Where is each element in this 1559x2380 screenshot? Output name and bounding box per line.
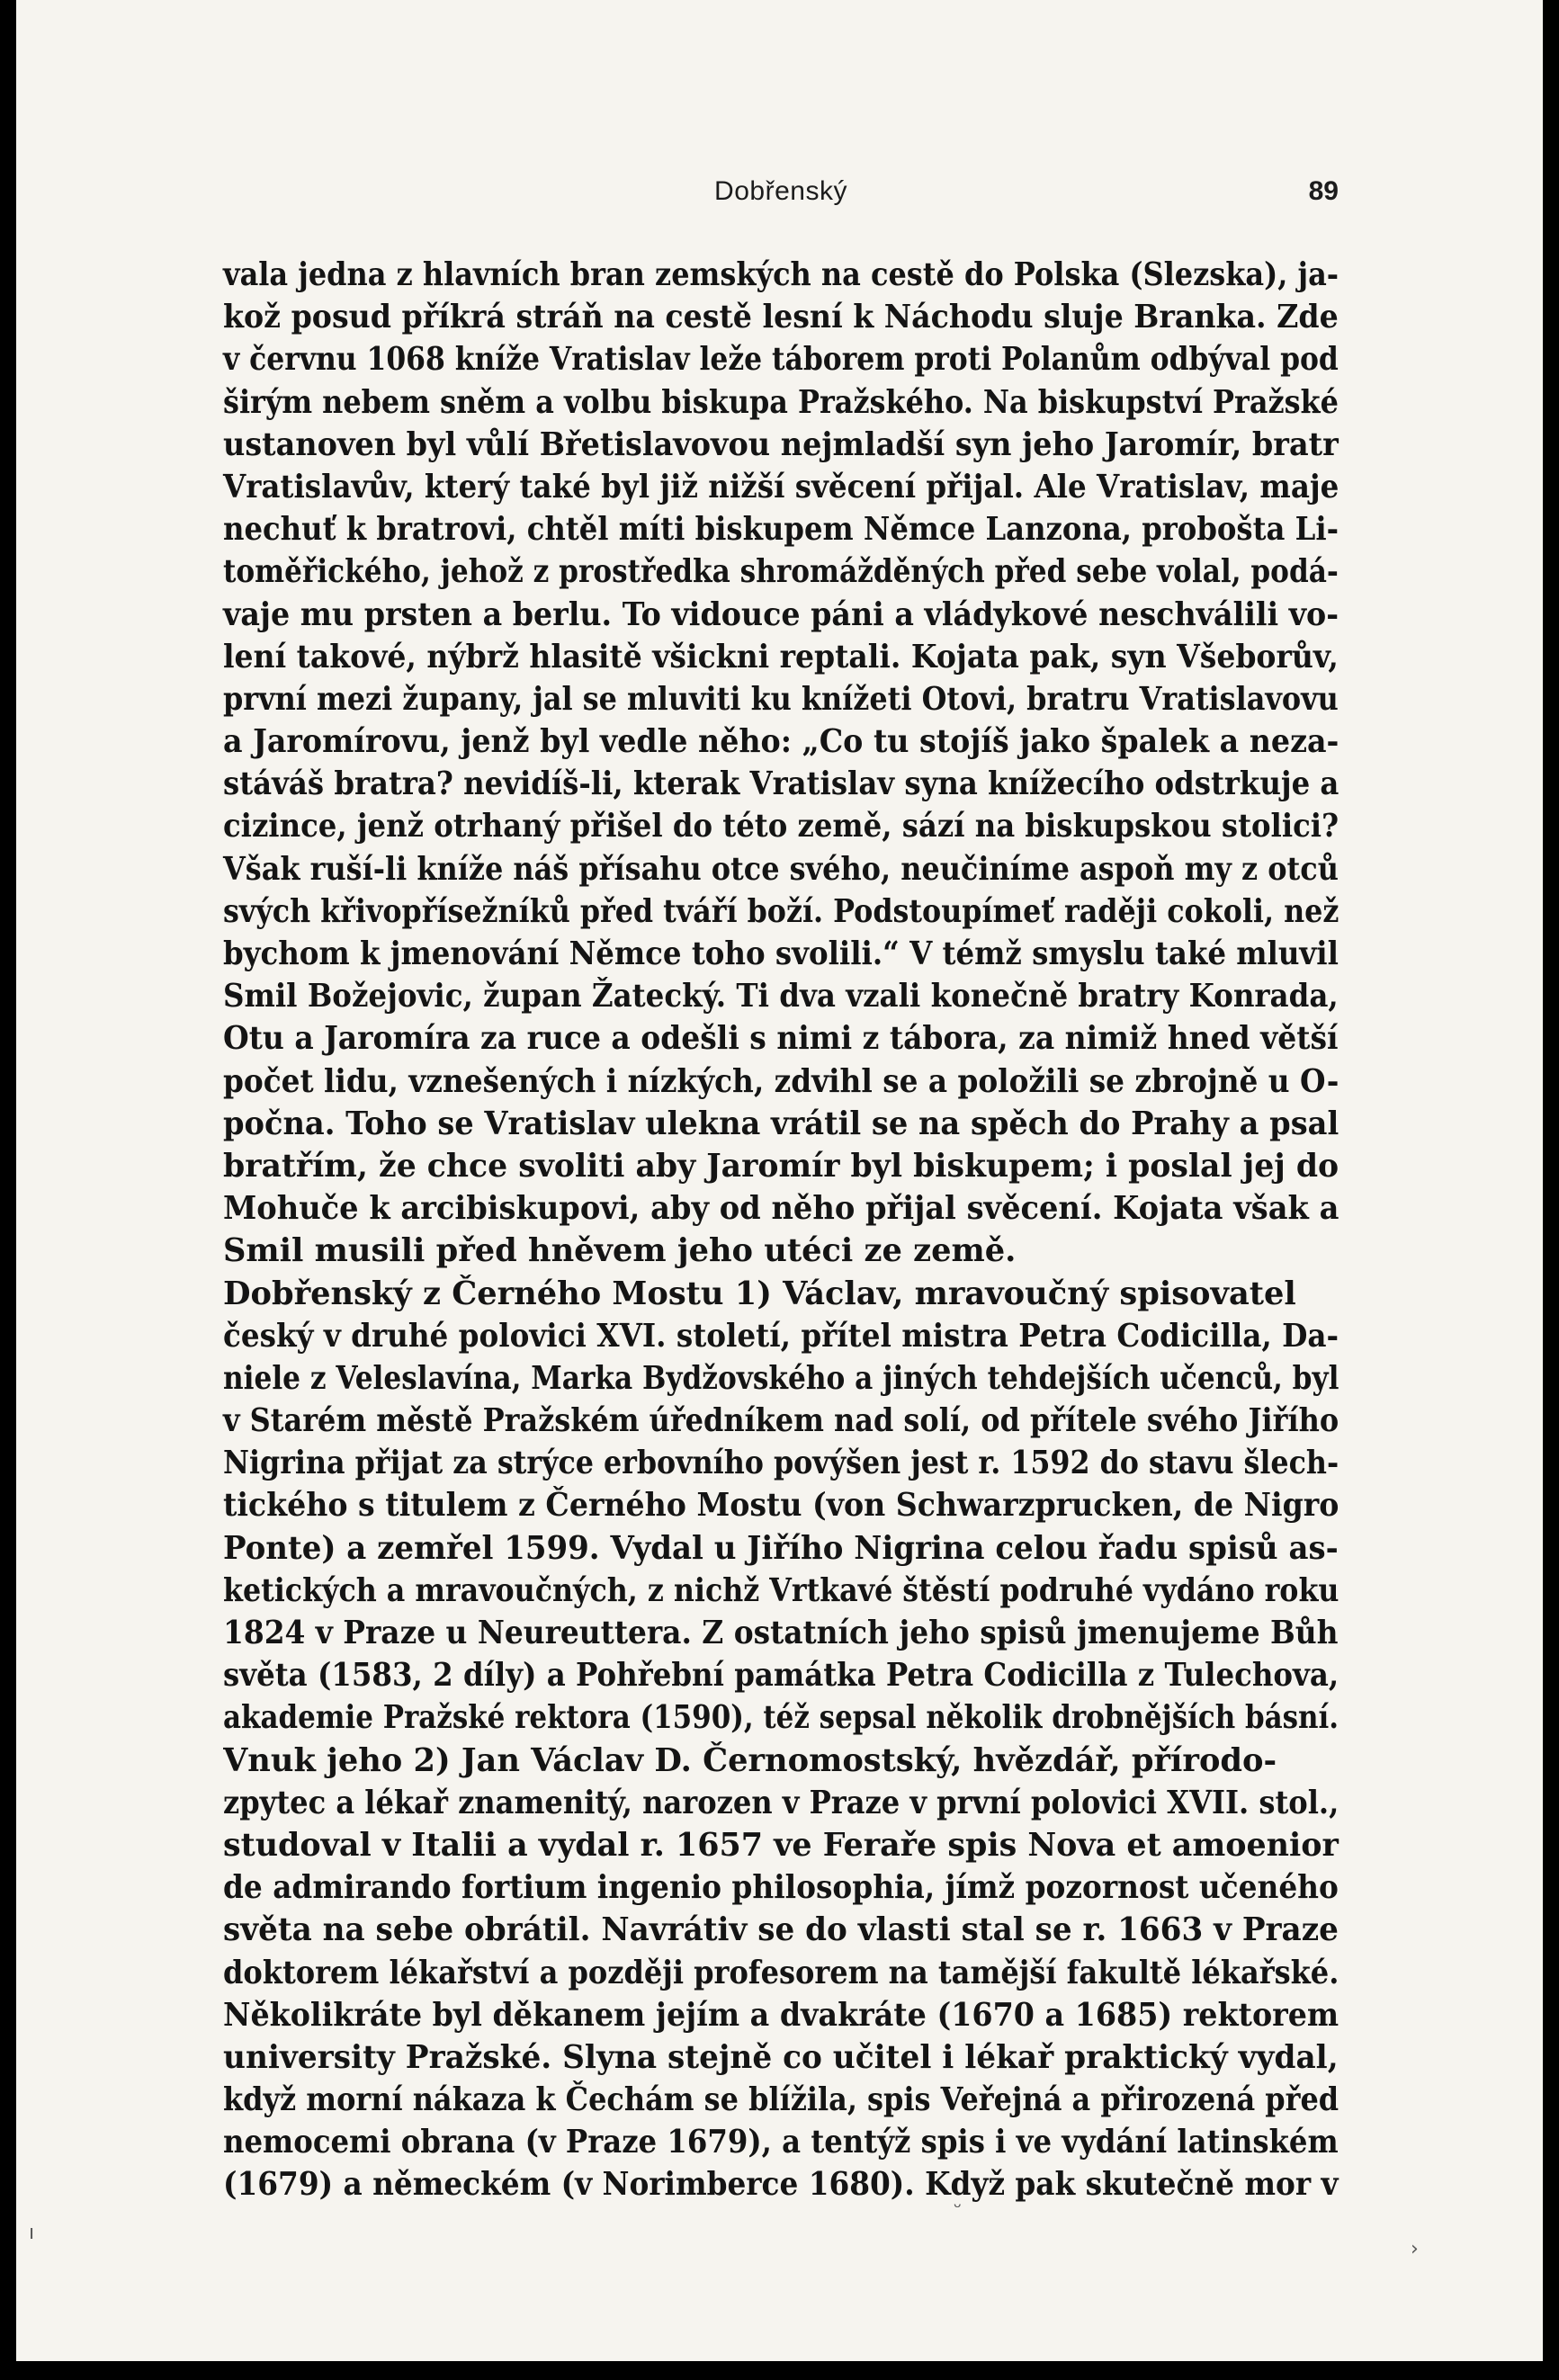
text-line: stáváš bratra? nevidíš-li, kterak Vratislav syna knížecího odstrkuje a <box>223 765 1339 803</box>
text-line: ustanoven byl vůlí Břetislavovou nejmladší syn jeho Jaromír, bratr <box>223 425 1339 463</box>
text-line: Mohuče k arcibiskupovi, aby od něho přijal svěcení. Kojata však a <box>223 1190 1339 1228</box>
text-line: když morní nákaza k Čechám se blížila, spis Veřejná a přirozená před <box>223 2081 1339 2119</box>
page-number: 89 <box>1308 176 1339 206</box>
body-text <box>223 254 1339 2206</box>
text-line: v červnu 1068 kníže Vratislav leže táborem proti Polanům odbýval pod <box>223 341 1339 379</box>
stray-mark: ı <box>29 2222 35 2244</box>
text-line: nechuť k bratrovi, chtěl míti biskupem Němce Lanzona, probošta Li- <box>223 511 1339 549</box>
text-line: Vratislavův, který také byl již nižší svěcení přijal. Ale Vratislav, maje <box>223 468 1339 506</box>
text-line: počna. Toho se Vratislav ulekna vrátil se na spěch do Prahy a psal <box>223 1105 1339 1142</box>
text-line: Smil Božejovic, župan Žatecký. Ti dva vzali konečně bratry Konrada, <box>223 978 1339 1016</box>
text-line: Smil musili před hněvem jeho utéci ze země. <box>223 1232 1017 1270</box>
text-line: Vnuk jeho 2) Jan Václav D. Černomostský, hvězdář, přírodo- <box>223 1741 1277 1779</box>
text-line: de admirando fortium ingenio philosophia, jímž pozornost učeného <box>223 1869 1339 1907</box>
text-line: kož posud příkrá stráň na cestě lesní k Náchodu sluje Branka. Zde <box>223 299 1339 336</box>
text-line: a Jaromírovu, jenž byl vedle něho: „Co tu stojíš jako špalek a neza- <box>223 723 1339 761</box>
text-line: počet lidu, vznešených i nízkých, zdvihl se a položili se zbrojně u O- <box>223 1062 1339 1100</box>
text-line: Ponte) a zemřel 1599. Vydal u Jiřího Nigrina celou řadu spisů as- <box>223 1529 1339 1567</box>
running-head: Dobřenský <box>714 176 847 206</box>
text-line: tického s titulem z Černého Mostu (von Schwarzprucken, de Nigro <box>223 1487 1339 1525</box>
text-line: niele z Veleslavína, Marka Bydžovského a jiných tehdejších učenců, byl <box>223 1359 1339 1397</box>
text-line: zpytec a lékař znamenitý, narozen v Praze v první polovici XVII. stol., <box>223 1784 1339 1821</box>
page-header <box>223 176 1339 216</box>
text-line: doktorem lékařství a později profesorem na tamější fakultě lékařské. <box>223 1954 1339 1991</box>
text-line: vala jedna z hlavních bran zemských na cestě do Polska (Slezska), ja- <box>223 256 1339 293</box>
text-line: Nigrina přijat za strýce erbovního povýšen jest r. 1592 do stavu šlech- <box>223 1445 1339 1482</box>
text-line: university Pražské. Slyna stejně co učitel i lékař praktický vydal, <box>223 2038 1339 2076</box>
text-line: vaje mu prsten a berlu. To vidouce páni a vládykové neschválili vo- <box>223 595 1339 633</box>
stray-mark: ᵕ <box>954 2197 963 2219</box>
text-line: bratřím, že chce svoliti aby Jaromír byl biskupem; i poslal jej do <box>223 1147 1339 1185</box>
text-line: cizince, jenž otrhaný přišel do této země, sází na biskupskou stolici? <box>223 808 1339 846</box>
text-line: širým nebem sněm a volbu biskupa Pražského. Na biskupství Pražské <box>223 383 1339 421</box>
text-line: lení takové, nýbrž hlasitě všickni reptali. Kojata pak, syn Všeborův, <box>223 638 1339 676</box>
stray-mark: › <box>1411 2238 1419 2260</box>
text-line: světa na sebe obrátil. Navrátiv se do vlasti stal se r. 1663 v Praze <box>223 1911 1339 1949</box>
text-line: akademie Pražské rektora (1590), též sepsal několik drobnějších básní. <box>223 1699 1339 1737</box>
text-line: (1679) a německém (v Norimberce 1680). Když pak skutečně mor v <box>223 2166 1339 2204</box>
text-line: Několikráte byl děkanem jejím a dvakráte (1670 a 1685) rektorem <box>223 1996 1339 2034</box>
text-line: 1824 v Praze u Neureuttera. Z ostatních jeho spisů jmenujeme Bůh <box>223 1615 1339 1651</box>
text-line: studoval v Italii a vydal r. 1657 ve Feraře spis Nova et amoenior <box>223 1826 1339 1864</box>
text-line: svých křivopřísežníků před tváří boží. Podstoupímeť raději cokoli, než <box>223 892 1339 930</box>
text-line: v Starém městě Pražském úředníkem nad solí, od přítele svého Jiřího <box>223 1402 1339 1440</box>
text-line: světa (1583, 2 díly) a Pohřební památka Petra Codicilla z Tulechova, <box>223 1657 1339 1695</box>
text-line: nemocemi obrana (v Praze 1679), a tentýž spis i ve vydání latinském <box>223 2124 1339 2161</box>
text-line: Však ruší-li kníže náš přísahu otce svého, neučiníme aspoň my z otců <box>223 850 1339 888</box>
text-line: Otu a Jaromíra za ruce a odešli s nimi z tábora, za nimiž hned větší <box>223 1020 1339 1058</box>
text-line: český v druhé polovici XVI. století, přítel mistra Petra Codicilla, Da- <box>223 1317 1339 1355</box>
text-line: Dobřenský z Černého Mostu 1) Václav, mravoučný spisovatel <box>223 1275 1296 1312</box>
text-line: ketických a mravoučných, z nichž Vrtkavé štěstí podruhé vydáno roku <box>223 1571 1339 1609</box>
text-line: toměřického, jehož z prostředka shromážděných před sebe volal, podá- <box>223 553 1339 591</box>
text-line: první mezi župany, jal se mluviti ku knížeti Otovi, bratru Vratislavovu <box>223 680 1339 718</box>
text-line: bychom k jmenování Němce toho svolili.“ V témž smyslu také mluvil <box>223 935 1339 972</box>
document-page <box>16 0 1543 2361</box>
